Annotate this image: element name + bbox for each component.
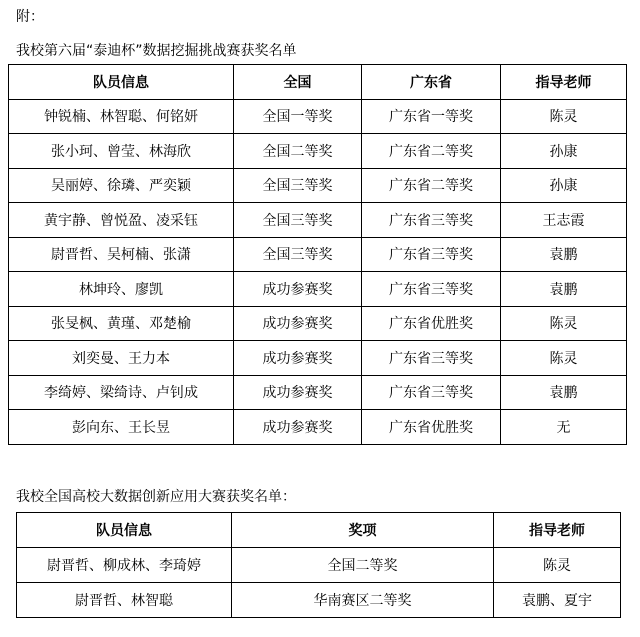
cell-guangdong-award: 广东省三等奖 (362, 272, 501, 307)
cell-national-award: 成功参赛奖 (234, 341, 362, 376)
table-row (9, 237, 627, 272)
cell-national-award: 成功参赛奖 (234, 272, 362, 307)
cell-guangdong-award: 广东省三等奖 (362, 203, 501, 238)
cell-team-info: 尉晋哲、林智聪 (17, 583, 232, 618)
section1-title: 我校第六届“泰迪杯”数据挖掘挑战赛获奖名单 (16, 43, 297, 59)
cell-team-info: 钟锐楠、林智聪、何铭妍 (9, 99, 234, 134)
cell-national-award: 成功参赛奖 (234, 306, 362, 341)
cell-advisor: 袁鹏 (501, 375, 627, 410)
cell-advisor: 陈灵 (494, 548, 621, 583)
header-team-info: 队员信息 (9, 65, 234, 100)
cell-national-award: 成功参赛奖 (234, 410, 362, 445)
table-row (9, 203, 627, 238)
table-row (9, 134, 627, 169)
cell-advisor: 陈灵 (501, 341, 627, 376)
cell-advisor: 无 (501, 410, 627, 445)
cell-team-info: 尉晋哲、吴柯楠、张潇 (9, 237, 234, 272)
section2-title: 我校全国高校大数据创新应用大赛获奖名单： (16, 489, 296, 505)
cell-national-award: 全国一等奖 (234, 99, 362, 134)
cell-advisor: 袁鹏 (501, 272, 627, 307)
table-row (9, 375, 627, 410)
header-award: 奖项 (232, 513, 494, 548)
cell-guangdong-award: 广东省二等奖 (362, 134, 501, 169)
cell-advisor: 孙康 (501, 168, 627, 203)
header-national: 全国 (234, 65, 362, 100)
table-row (9, 168, 627, 203)
table-row (9, 99, 627, 134)
cell-national-award: 全国三等奖 (234, 203, 362, 238)
cell-advisor: 孙康 (501, 134, 627, 169)
cell-team-info: 刘奕曼、王力本 (9, 341, 234, 376)
cell-guangdong-award: 广东省优胜奖 (362, 410, 501, 445)
cell-guangdong-award: 广东省一等奖 (362, 99, 501, 134)
cell-guangdong-award: 广东省三等奖 (362, 341, 501, 376)
cell-team-info: 吴丽婷、徐璘、严奕颖 (9, 168, 234, 203)
cell-national-award: 全国二等奖 (234, 134, 362, 169)
table-row (9, 306, 627, 341)
cell-award: 全国二等奖 (232, 548, 494, 583)
header-advisor: 指导老师 (494, 513, 621, 548)
appendix-label: 附： (16, 9, 44, 25)
cell-team-info: 林坤玲、廖凯 (9, 272, 234, 307)
cell-advisor: 袁鹏 (501, 237, 627, 272)
cell-guangdong-award: 广东省二等奖 (362, 168, 501, 203)
cell-national-award: 成功参赛奖 (234, 375, 362, 410)
cell-national-award: 全国三等奖 (234, 168, 362, 203)
cell-advisor: 陈灵 (501, 306, 627, 341)
table-row (9, 341, 627, 376)
table-row (9, 272, 627, 307)
cell-team-info: 尉晋哲、柳成林、李琦婷 (17, 548, 232, 583)
header-advisor: 指导老师 (501, 65, 627, 100)
cell-advisor: 王志霞 (501, 203, 627, 238)
table-header-row (17, 513, 621, 548)
cell-award: 华南赛区二等奖 (232, 583, 494, 618)
table-row (17, 583, 621, 618)
cell-team-info: 张小珂、曾莹、林海欣 (9, 134, 234, 169)
cell-guangdong-award: 广东省优胜奖 (362, 306, 501, 341)
cell-team-info: 黄宇静、曾悦盈、凌采钰 (9, 203, 234, 238)
cell-team-info: 彭向东、王长昱 (9, 410, 234, 445)
teddy-cup-awards-table (8, 64, 627, 445)
cell-guangdong-award: 广东省三等奖 (362, 237, 501, 272)
cell-advisor: 陈灵 (501, 99, 627, 134)
big-data-awards-table (16, 512, 621, 618)
table-row (9, 410, 627, 445)
cell-team-info: 李绮婷、梁绮诗、卢钊成 (9, 375, 234, 410)
header-guangdong: 广东省 (362, 65, 501, 100)
header-team-info: 队员信息 (17, 513, 232, 548)
cell-advisor: 袁鹏、夏宇 (494, 583, 621, 618)
table-row (17, 548, 621, 583)
cell-national-award: 全国三等奖 (234, 237, 362, 272)
cell-team-info: 张旻枫、黄瑾、邓楚榆 (9, 306, 234, 341)
cell-guangdong-award: 广东省三等奖 (362, 375, 501, 410)
table-header-row (9, 65, 627, 100)
